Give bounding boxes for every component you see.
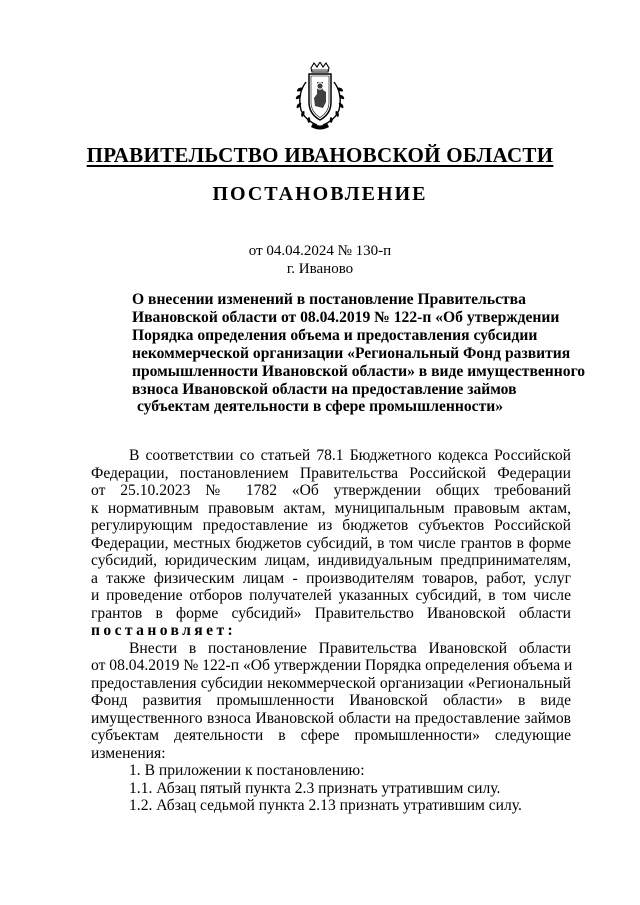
subject-line: промышленности Ивановской области» в виде имущественного (132, 362, 586, 380)
clause-line: от 08.04.2019 № 122-п «Об утверждении Порядка определения объема и (91, 657, 573, 674)
subject-line: субъектам деятельности в сфере промышленности» (136, 398, 504, 416)
preamble-line: Федерации, местных бюджетов субсидий, в том числе грантов в форме (91, 534, 571, 552)
document-subject (132, 291, 586, 416)
clause-line: Внести в постановление Правительства Ивановской области (129, 639, 571, 657)
preamble-line: и проведение отборов получателей указанных субсидий, в том числе (91, 587, 571, 604)
preamble-line: Федерации, постановлением Правительства Российской Федерации (91, 464, 571, 482)
resolves-word: постановляет: (91, 622, 237, 639)
preamble-line: грантов в форме субсидий» Правительство Ивановской области (91, 604, 571, 622)
government-title: ПРАВИТЕЛЬСТВО ИВАНОВСКОЙ ОБЛАСТИ (86, 143, 554, 167)
preamble-line: В соответствии со статьей 78.1 Бюджетного кодекса Российской (129, 447, 571, 464)
list-item: 1. В приложении к постановлению: (129, 762, 365, 779)
subject-line: Ивановской области от 08.04.2019 № 122-п «Об утверждении (132, 308, 560, 326)
preamble-line: субсидий, юридическим лицам, индивидуальным предпринимателям, (91, 552, 571, 569)
document-city: г. Иваново (286, 261, 354, 277)
clause-line: имущественного взноса Ивановской области на предоставление займов (91, 709, 571, 727)
clause-line: субъектам деятельности в сфере промышленности» следующие (91, 727, 571, 744)
preamble-line: от 25.10.2023 № 1782 «Об утверждении общих требований (91, 482, 571, 499)
subject-line: взноса Ивановской области на предоставление займов (132, 380, 517, 398)
document-type-title: ПОСТАНОВЛЕНИЕ (212, 183, 428, 205)
clause-line: предоставления субсидии некоммерческой организации «Региональный (91, 674, 571, 692)
list-item: 1.1. Абзац пятый пункта 2.3 признать утратившим силу. (129, 779, 501, 797)
preamble-line: к нормативным правовым актам, муниципальным правовым актам, (91, 499, 571, 517)
document-body (91, 447, 571, 815)
coat-of-arms-icon (293, 62, 347, 130)
coat-of-arms-emblem (293, 62, 347, 130)
list-item: 1.2. Абзац седьмой пункта 2.13 признать утратившим силу. (129, 797, 522, 814)
preamble-line: регулирующим предоставление из бюджетов субъектов Российской (91, 517, 571, 534)
subject-line: Порядка определения объема и предоставления субсидии (132, 326, 538, 344)
document-date-number: от 04.04.2024 № 130-п (248, 243, 392, 259)
preamble-line: а также физическим лицам - производителям товаров, работ, услуг (91, 569, 571, 587)
subject-line: О внесении изменений в постановление Правительства (132, 291, 526, 308)
clause-line: Фонд развития промышленности Ивановской области» в виде (91, 692, 571, 709)
clause-line: изменения: (91, 744, 166, 762)
subject-line: некоммерческой организации «Региональный Фонд развития (132, 344, 571, 362)
